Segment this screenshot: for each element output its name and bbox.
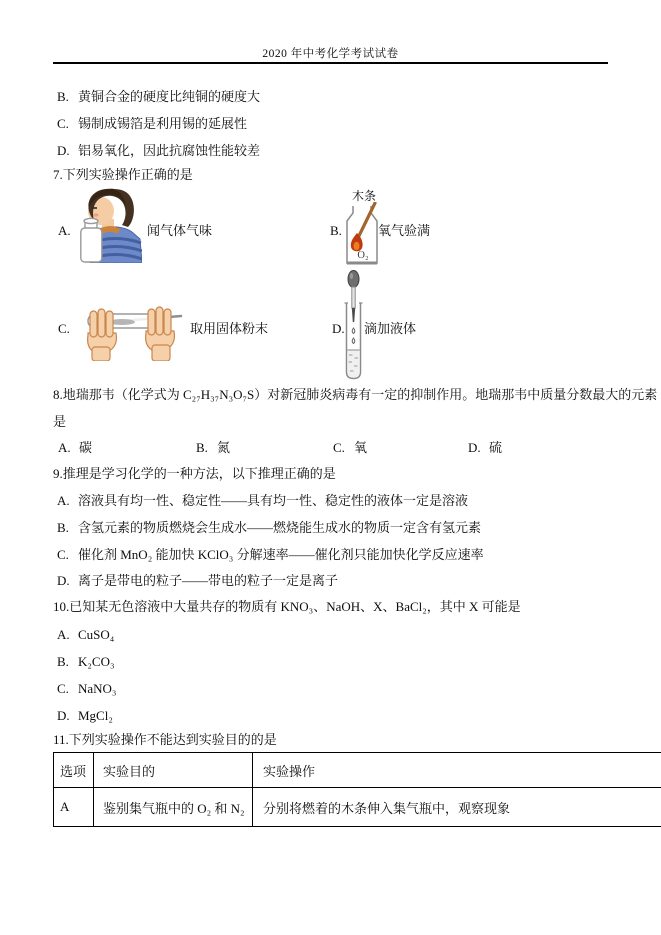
option-label: B. [57,89,69,104]
table-cell-option: A [54,788,94,827]
option-label: C. [57,547,69,562]
option-label: B. [57,520,69,535]
option-label: C. [333,440,345,455]
q7-option-c-label: C. [58,321,70,336]
option-label: D. [57,708,70,723]
q7-option-b-caption: 氧气验满 [378,223,431,238]
option-text: 氧 [354,440,368,455]
q10-option-a [57,627,114,642]
smell-gas-figure [80,187,142,263]
option-label: A. [58,440,71,455]
option-text: 含氢元素的物质燃烧会生成水——燃烧能生成水的物质一定含有氢元素 [78,520,482,535]
q10-option-b [57,654,115,669]
q8-option-a [58,440,92,455]
option-text: 黄铜合金的硬度比纯铜的硬度大 [78,89,261,104]
q7-option-c-caption: 取用固体粉末 [190,321,269,336]
table-header-option: 选项 [54,753,94,788]
option-text: NaNO₃ [78,681,117,696]
q9-option-b [57,520,481,535]
option-label: B. [57,654,69,669]
q6-option-c [57,116,247,131]
option-label: B. [196,440,208,455]
option-text: 锡制成锡箔是利用锡的延展性 [78,116,248,131]
table-cell-purpose: 鉴别集气瓶中的 O₂ 和 N₂ [94,788,253,827]
wood-splint-label: 木条 [352,189,377,203]
q8-option-c [333,440,367,455]
option-label: C. [57,116,69,131]
q9-stem: 9.推理是学习化学的一种方法，以下推理正确的是 [53,466,336,481]
q11-table [53,752,661,827]
option-label: D. [57,143,70,158]
page-title: 2020 年中考化学考试试卷 [262,48,399,60]
q7-option-b-label: B. [330,223,342,238]
table-cell-operation: 分别将燃着的木条伸入集气瓶中，观察现象 [253,788,661,827]
left-hand [88,309,117,361]
liquid [347,350,359,378]
table-header-operation: 实验操作 [253,753,661,788]
table-header-row [54,753,661,788]
table-row [54,788,661,827]
q11-stem: 11.下列实验操作不能达到实验目的的是 [53,732,277,747]
option-text: 溶液具有均一性、稳定性——具有均一性、稳定性的液体一定是溶液 [78,493,469,508]
option-label: D. [57,573,70,588]
option-label: C. [57,681,69,696]
q6-option-d [57,143,260,158]
drop [352,338,355,344]
option-text: CuSO₄ [78,627,115,642]
take-solid-powder-figure [80,289,186,361]
q6-option-b [57,89,260,104]
q10-stem: 10.已知某无色溶液中大量共存的物质有 KNO₃、NaOH、X、BaCl₂，其中 X 可能是 [53,599,521,614]
q10-option-d [57,708,113,723]
q9-option-d [57,573,338,588]
table-header-purpose: 实验目的 [94,753,253,788]
q10-option-c [57,681,116,696]
drop [352,328,355,334]
q7-option-d-label: D. [332,321,345,336]
option-text: 铝易氧化，因此抗腐蚀性能较差 [78,143,261,158]
q7-option-a-label: A. [58,223,71,238]
option-label: A. [57,627,70,642]
option-text: K₂CO₃ [78,654,115,669]
gas-bottle [81,218,102,262]
o2-label: O₂ [357,250,369,261]
option-text: 硫 [489,440,503,455]
q8-stem-line2: 是 [53,414,67,429]
q9-option-a [57,493,468,508]
q8-option-d [468,440,502,455]
q7-option-a-caption: 闻气体气味 [147,223,213,238]
option-text: 催化剂 MnO₂ 能加快 KClO₃ 分解速率——催化剂只能加快化学反应速率 [78,547,484,562]
option-text: 离子是带电的粒子——带电的粒子一定是离子 [78,573,339,588]
q7-option-d-caption: 滴加液体 [364,321,417,336]
header-divider [53,62,608,64]
option-text: MgCl₂ [78,708,113,723]
right-hand [146,307,175,361]
option-label: D. [468,440,481,455]
q7-stem: 7.下列实验操作正确的是 [53,167,193,182]
option-text: 氮 [217,440,231,455]
dropper-stem [352,287,355,308]
q9-option-c [57,547,484,562]
dropper-tip [352,308,355,322]
option-text: 碳 [79,440,93,455]
dropper-bulb [348,271,359,288]
add-liquid-figure [344,270,366,382]
option-label: A. [57,493,70,508]
q8-option-b [196,440,230,455]
q8-stem-line1: 8.地瑞那韦（化学式为 C₂₇H₃₇N₃O₇S）对新冠肺炎病毒有一定的抑制作用。地瑞那韦中质量分数最大的元素 [53,387,658,402]
